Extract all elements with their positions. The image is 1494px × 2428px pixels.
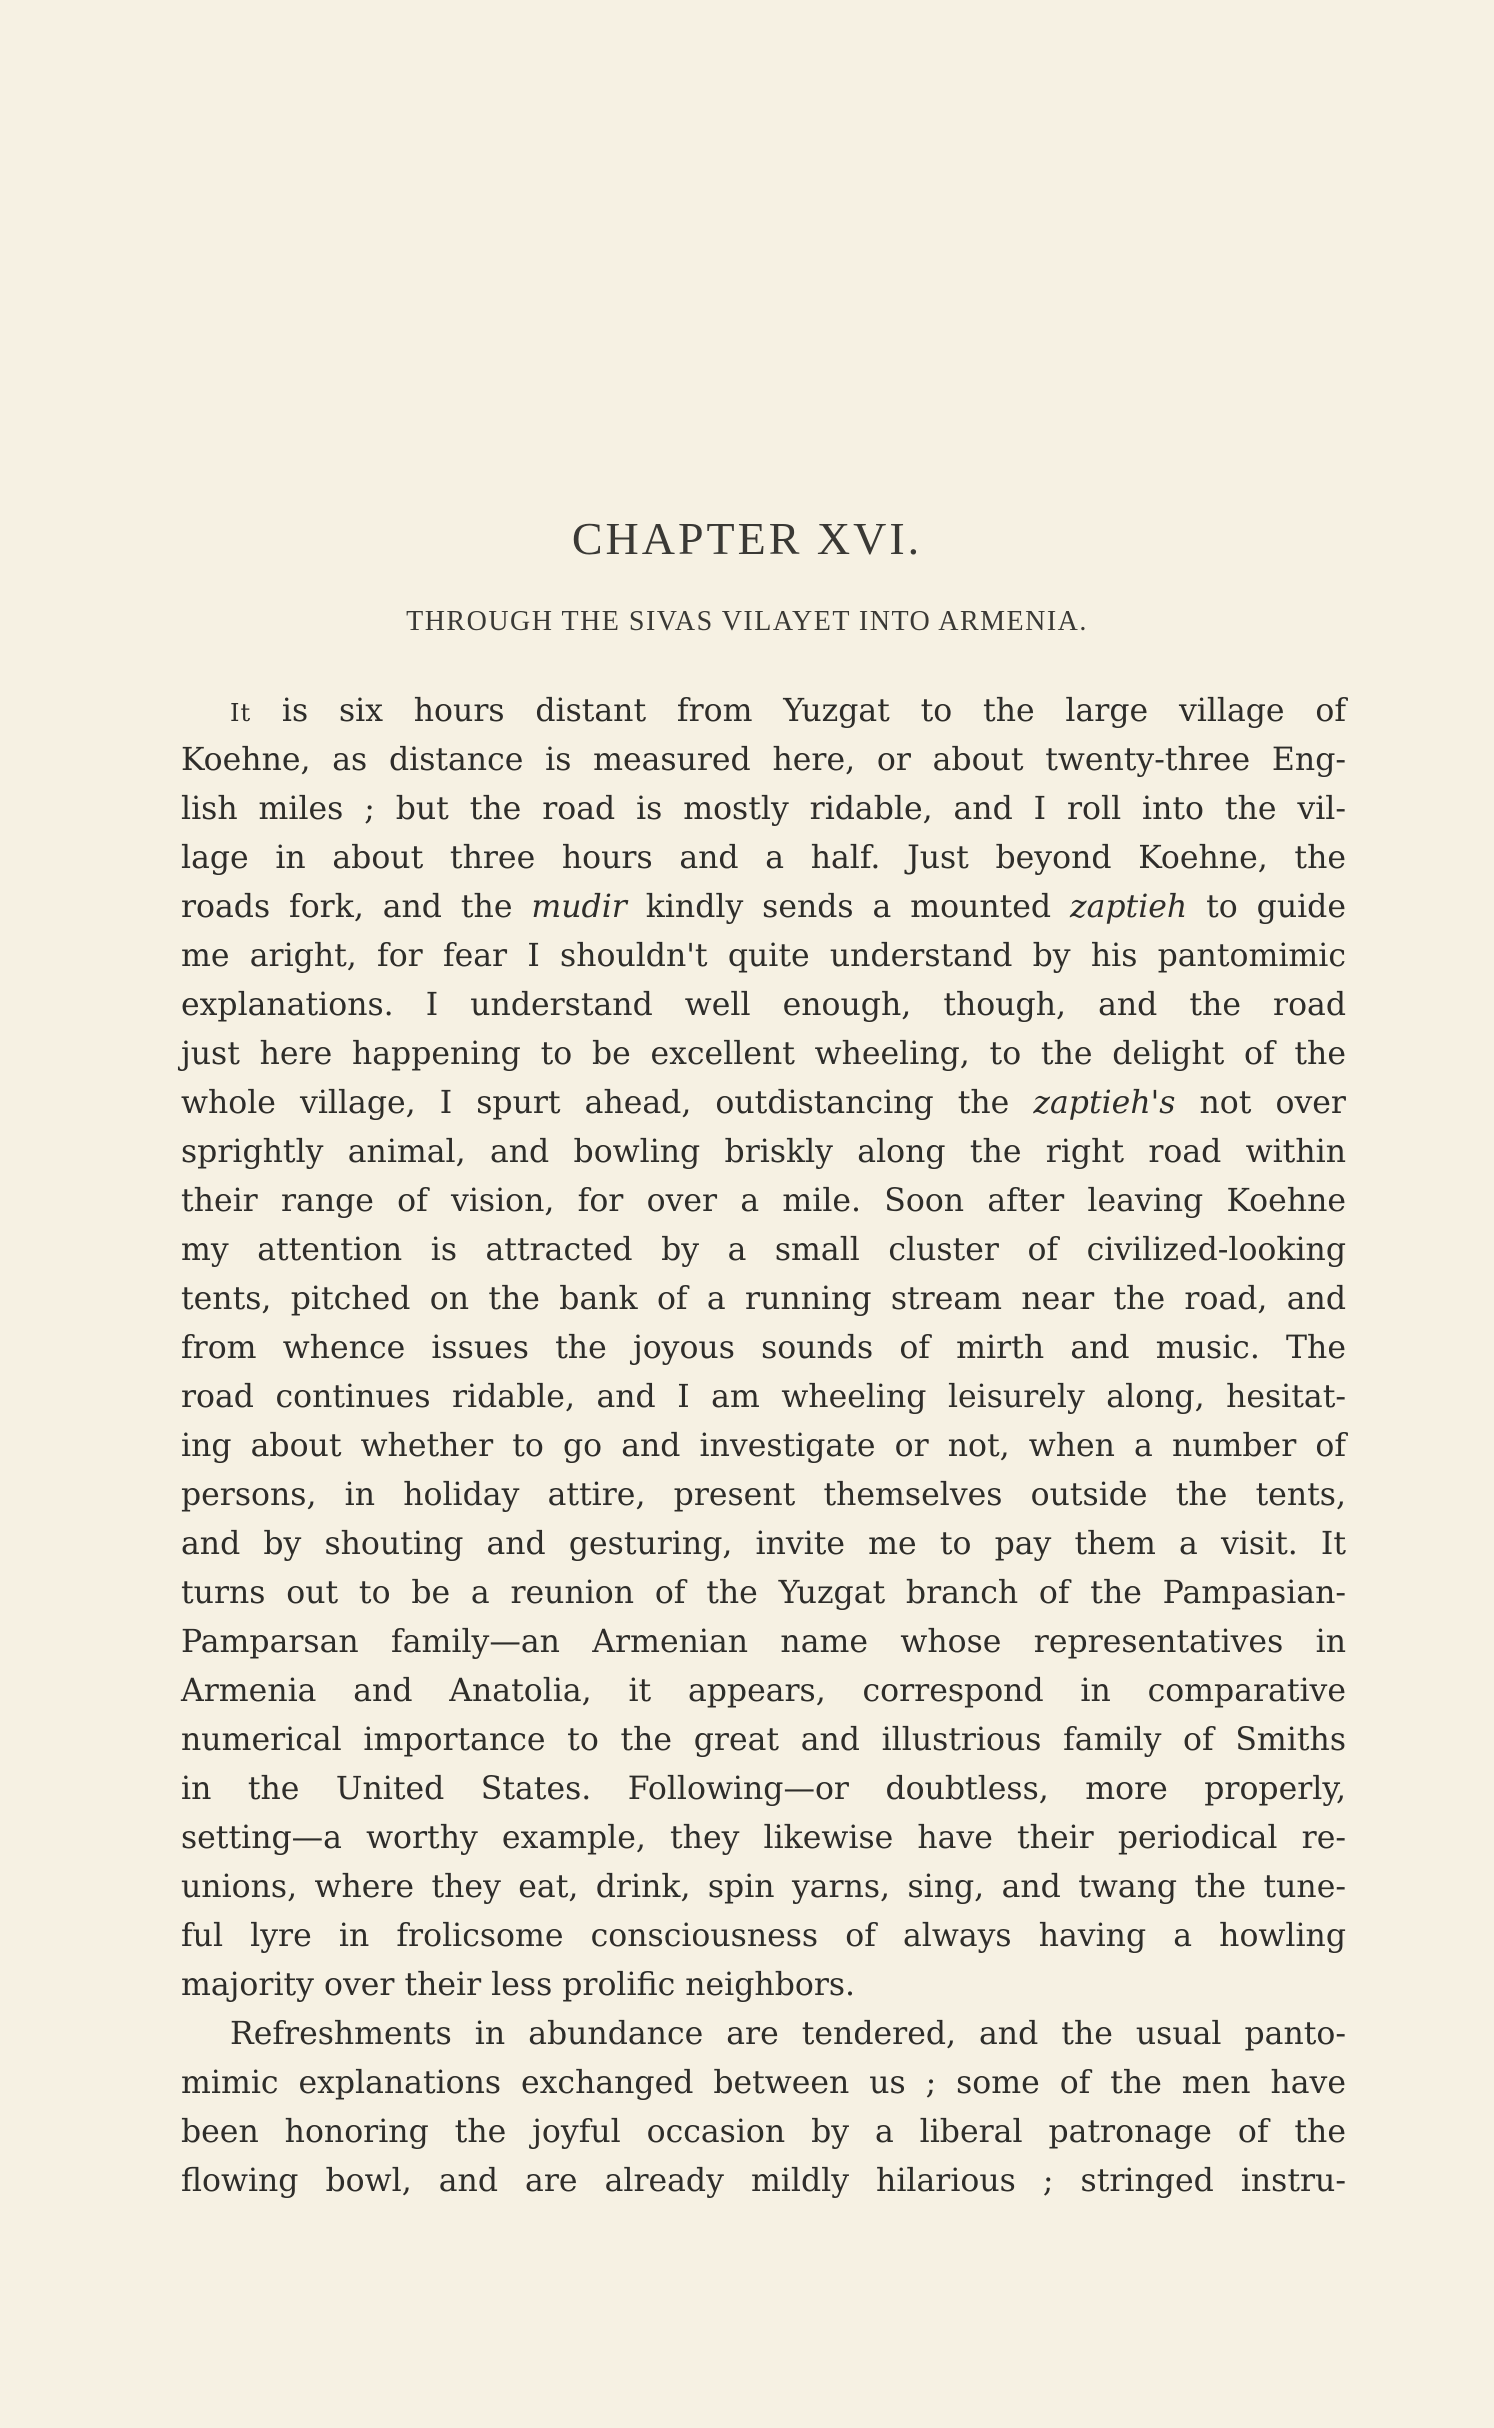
- text-line: ful lyre in frolicsome consciousness of always having a howling: [181, 1918, 1346, 1954]
- text-line: explanations. I understand well enough, though, and the road: [181, 987, 1346, 1023]
- text-line: It is six hours distant from Yuzgat to the large village of: [230, 693, 1346, 729]
- text-line: tents, pitched on the bank of a running stream near the road, and: [181, 1281, 1346, 1317]
- text-line: sprightly animal, and bowling briskly along the right road within: [181, 1134, 1346, 1170]
- italic-term: zaptieh: [1070, 889, 1188, 925]
- text-line: Pamparsan family—an Armenian name whose representatives in: [181, 1624, 1346, 1660]
- chapter-title: CHAPTER XVI.: [571, 513, 923, 564]
- text-line: majority over their less prolific neighbors.: [181, 1967, 856, 2003]
- chapter-subtitle: THROUGH THE SIVAS VILAYET INTO ARMENIA.: [406, 606, 1088, 637]
- text-line: just here happening to be excellent wheeling, to the delight of the: [181, 1036, 1346, 1072]
- text-line: ing about whether to go and investigate or not, when a number of: [181, 1428, 1346, 1464]
- text-line: from whence issues the joyous sounds of mirth and music. The: [181, 1330, 1346, 1366]
- text-line: flowing bowl, and are already mildly hilarious ; stringed instru-: [181, 2163, 1346, 2199]
- text-line: and by shouting and gesturing, invite me to pay them a visit. It: [181, 1526, 1346, 1562]
- text-line: their range of vision, for over a mile. Soon after leaving Koehne: [181, 1183, 1346, 1219]
- text-line: me aright, for fear I shouldn't quite understand by his pantomimic: [181, 938, 1346, 974]
- text-line: setting—a worthy example, they likewise have their periodical re-: [181, 1820, 1346, 1856]
- text-line: been honoring the joyful occasion by a liberal patronage of the: [181, 2114, 1346, 2150]
- text-line: numerical importance to the great and illustrious family of Smiths: [181, 1722, 1346, 1758]
- text-line: turns out to be a reunion of the Yuzgat branch of the Pampasian-: [181, 1575, 1346, 1611]
- text-line: roads fork, and the mudir kindly sends a mounted zaptieh to guide: [181, 889, 1346, 925]
- text-line: in the United States. Following—or doubtless, more properly,: [181, 1771, 1346, 1807]
- text-line: Refreshments in abundance are tendered, and the usual panto-: [230, 2016, 1346, 2052]
- text-line: my attention is attracted by a small cluster of civilized-looking: [181, 1232, 1346, 1268]
- text-line: road continues ridable, and I am wheeling leisurely along, hesitat-: [181, 1379, 1346, 1415]
- text-line: unions, where they eat, drink, spin yarns, sing, and twang the tune-: [181, 1869, 1346, 1905]
- text-line: persons, in holiday attire, present themselves outside the tents,: [181, 1477, 1346, 1513]
- text-line: whole village, I spurt ahead, outdistancing the zaptieh's not over: [181, 1085, 1346, 1121]
- italic-term: mudir: [531, 889, 627, 925]
- italic-term: zaptieh's: [1033, 1085, 1176, 1121]
- text-line: mimic explanations exchanged between us ; some of the men have: [181, 2065, 1346, 2101]
- text-line: lish miles ; but the road is mostly ridable, and I roll into the vil-: [181, 791, 1346, 827]
- text-line: Armenia and Anatolia, it appears, correspond in comparative: [181, 1673, 1346, 1709]
- text-line: lage in about three hours and a half. Just beyond Koehne, the: [181, 840, 1346, 876]
- text-line: Koehne, as distance is measured here, or about twenty-three Eng-: [181, 742, 1346, 778]
